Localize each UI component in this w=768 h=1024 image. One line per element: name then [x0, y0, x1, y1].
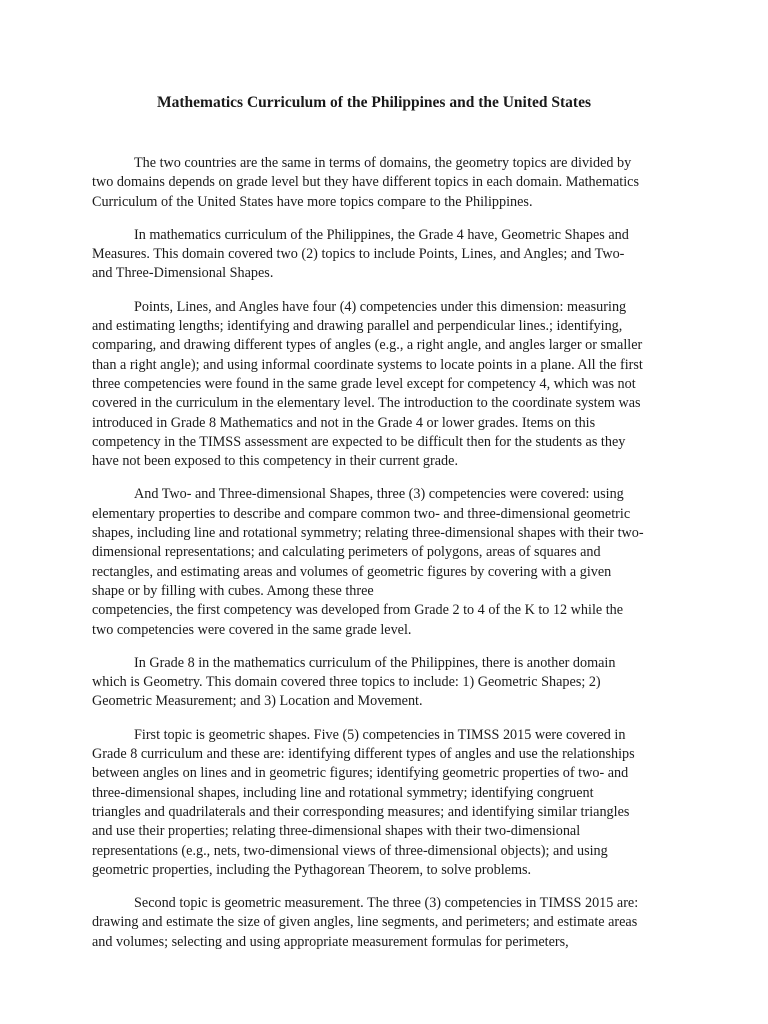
- paragraph-line: drawing and estimate the size of given angles, line segments, and perimeters; and estimate areas: [92, 914, 638, 931]
- paragraph-line: which is Geometry. This domain covered three topics to include: 1) Geometric Shapes; 2): [92, 674, 601, 691]
- paragraph: [92, 226, 656, 284]
- paragraph-line: and volumes; selecting and using appropriate measurement formulas for perimeters,: [92, 933, 569, 950]
- paragraph-line: competency in the TIMSS assessment are expected to be difficult then for the students as they: [92, 433, 626, 450]
- paragraph-line: Grade 8 curriculum and these are: identifying different types of angles and use the relationships: [92, 746, 635, 763]
- paragraph-line: In Grade 8 in the mathematics curriculum of the Philippines, there is another domain: [134, 654, 616, 671]
- paragraph-line: and estimating lengths; identifying and drawing parallel and perpendicular lines.; identifying,: [92, 318, 623, 335]
- paragraph-line: The two countries are the same in terms of domains, the geometry topics are divided by: [134, 155, 632, 171]
- paragraph-line: First topic is geometric shapes. Five (5) competencies in TIMSS 2015 were covered in: [134, 726, 626, 743]
- paragraph: [92, 154, 656, 212]
- paragraph: [92, 894, 656, 952]
- paragraph-line: Curriculum of the United States have more topics compare to the Philippines.: [92, 193, 533, 210]
- paragraph-line: In mathematics curriculum of the Philippines, the Grade 4 have, Geometric Shapes and: [134, 226, 629, 243]
- paragraph-line: representations (e.g., nets, two-dimensional views of three-dimensional objects); and using: [92, 842, 608, 859]
- paragraph-line: Points, Lines, and Angles have four (4) competencies under this dimension: measuring: [134, 298, 627, 315]
- paragraph-line: Measures. This domain covered two (2) topics to include Points, Lines, and Angles; and Two-: [92, 246, 625, 263]
- paragraph-line: triangles and quadrilaterals and their corresponding measures; and identifying similar triangles: [92, 803, 630, 820]
- paragraph: [92, 485, 656, 639]
- document-body: [92, 154, 656, 952]
- paragraph-line: geometric properties, including the Pythagorean Theorem, to solve problems.: [92, 861, 532, 878]
- paragraph-line: than a right angle); and using informal coordinate systems to locate points in a plane. All the first: [92, 356, 643, 373]
- paragraph-line: And Two- and Three-dimensional Shapes, three (3) competencies were covered: using: [134, 486, 624, 503]
- paragraph-line: Second topic is geometric measurement. The three (3) competencies in TIMSS 2015 are:: [134, 895, 639, 912]
- paragraph: [92, 298, 656, 472]
- paragraph-line: shapes, including line and rotational symmetry; relating three-dimensional shapes with their two-: [92, 525, 644, 542]
- paragraph-line: introduced in Grade 8 Mathematics and not in the Grade 4 or lower grades. Items on this: [92, 414, 596, 431]
- paragraph-line: dimensional representations; and calculating perimeters of polygons, areas of squares and: [92, 544, 601, 561]
- paragraph: [92, 726, 656, 880]
- paragraph-line: rectangles, and estimating areas and volumes of geometric figures by covering with a given: [92, 563, 612, 580]
- paragraph-line: elementary properties to describe and compare common two- and three-dimensional geometric: [92, 505, 631, 522]
- paragraph-line: shape or by filling with cubes. Among these three: [92, 582, 374, 599]
- paragraph-line: covered in the curriculum in the elementary level. The introduction to the coordinate system was: [92, 395, 641, 412]
- paragraph-line: comparing, and drawing different types of angles (e.g., a right angle, and angles larger or smaller: [92, 337, 643, 354]
- paragraph-line: three competencies were found in the same grade level except for competency 4, which was not: [92, 375, 636, 392]
- paragraph-line: Geometric Measurement; and 3) Location and Movement.: [92, 693, 423, 710]
- paragraph-line: two domains depends on grade level but they have different topics in each domain. Mathematics: [92, 174, 639, 191]
- paragraph-line: competencies, the first competency was developed from Grade 2 to 4 of the K to 12 while the: [92, 602, 624, 619]
- document-title: Mathematics Curriculum of the Philippines and the United States: [157, 94, 591, 111]
- paragraph-line: between angles on lines and in geometric figures; identifying geometric properties of two- and: [92, 765, 629, 782]
- paragraph-line: and Three-Dimensional Shapes.: [92, 265, 274, 282]
- paragraph-line: two competencies were covered in the same grade level.: [92, 621, 412, 638]
- paragraph: [92, 654, 656, 712]
- paragraph-line: three-dimensional shapes, including line and rotational symmetry; identifying congruent: [92, 784, 594, 801]
- paragraph-line: have not been exposed to this competency in their current grade.: [92, 453, 458, 470]
- paragraph-line: and use their properties; relating three-dimensional shapes with their two-dimensional: [92, 823, 581, 840]
